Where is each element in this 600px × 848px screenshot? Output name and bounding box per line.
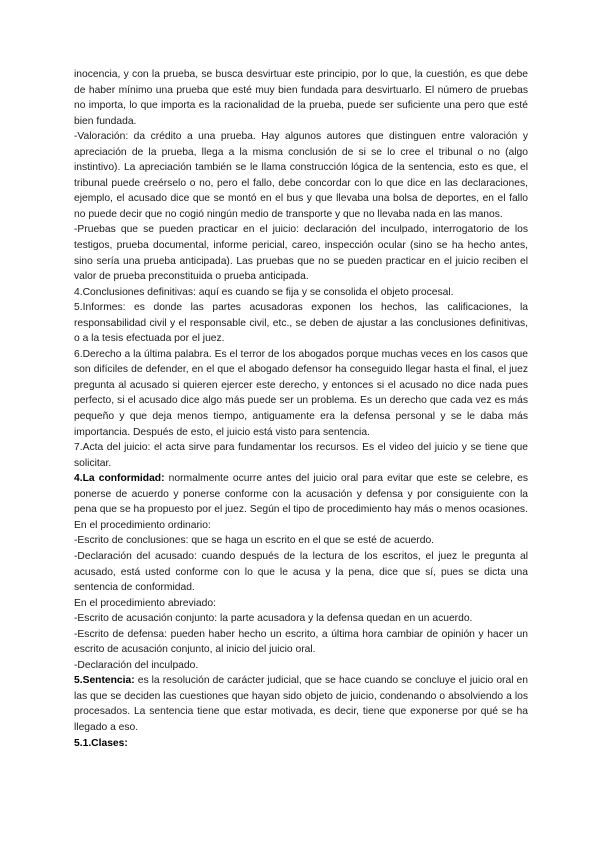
heading-conformidad: 4.La conformidad: <box>74 473 165 485</box>
paragraph-clases <box>74 736 528 752</box>
paragraph-escrito-conclusiones: -Escrito de conclusiones: que se haga un escrito en el que se esté de acuerdo. <box>74 535 435 547</box>
paragraph-ultima-palabra: 6.Derecho a la última palabra. Es el terror de los abogados porque muchas veces en los casos que son difíciles de defender, en el que el abogado defensor ha conseguido llegar hasta el final, el juez pregunta al acusado si quieren ejercer este derecho, y entonces si el acusado no dice nada pues perfecto, si el acusado dice algo más puede ser un problema. Es un derecho que cada vez es más pequeño y que deja menos tiempo, antiguamente era la defensa personal y se le daba más importancia. Después de esto, el juicio está visto para sentencia. <box>74 348 528 438</box>
paragraph-escrito-defensa: -Escrito de defensa: pueden haber hecho un escrito, a última hora cambiar de opinión y hacer un escrito de acusación conjunto, al inicio del juicio oral. <box>74 628 528 656</box>
paragraph-conformidad <box>74 471 528 518</box>
paragraph-conclusiones-definitivas: 4.Conclusiones definitivas: aquí es cuando se fija y se consolida el objeto procesal. <box>74 286 454 298</box>
paragraph-escrito-acusacion-conjunto: -Escrito de acusación conjunto: la parte acusadora y la defensa quedan en un acuerdo. <box>74 613 473 625</box>
paragraph-declaracion-inculpado: -Declaración del inculpado. <box>74 659 199 671</box>
document-body <box>74 67 528 751</box>
paragraph-declaracion-acusado: -Declaración del acusado: cuando después de la lectura de los escritos, el juez le pregunta al acusado, está usted conforme con lo que le acusa y la pena, dice que sí, pues se dicta una sentencia de conformidad. <box>74 550 528 594</box>
paragraph-procedimiento-ordinario: En el procedimiento ordinario: <box>74 519 211 531</box>
paragraph-procedimiento-abreviado: En el procedimiento abreviado: <box>74 597 216 609</box>
paragraph-pruebas-practicables: -Pruebas que se pueden practicar en el juicio: declaración del inculpado, interrogatorio de los testigos, prueba documental, informe pericial, careo, inspección ocular (sino se ha hecho antes, sino sería una prueba anticipada). Las pruebas que no se pueden practicar en el juicio reciben el valor de prueba preconstituida o prueba anticipada. <box>74 224 528 283</box>
paragraph-informes: 5.Informes: es donde las partes acusadoras exponen los hechos, las calificaciones, la responsabilidad civil y el responsable civil, etc., se deben de ajustar a las conclusiones definitivas, o a la tesis efectuada por el juez. <box>74 302 528 345</box>
sentencia-text: es la resolución de carácter judicial, que se hace cuando se concluye el juicio oral en las que se deciden las cuestiones que hayan sido objeto de juicio, condenando o absolviendo a los procesados. La sentencia tiene que estar motivada, es decir, tiene que exponerse por qué se ha llegado a eso. <box>74 675 528 733</box>
paragraph-acta-juicio: 7.Acta del juicio: el acta sirve para fundamentar los recursos. Es el video del juicio y se tiene que solicitar. <box>74 442 528 469</box>
heading-sentencia: 5.Sentencia: <box>74 675 135 687</box>
conformidad-text: normalmente ocurre antes del juicio oral para evitar que este se celebre, es ponerse de acuerdo y ponerse conforme con la acusación y defensa y por consiguiente con la pena que se ha propuesto por el juez. Según el tipo de procedimiento hay más o menos ocasiones. <box>74 473 528 516</box>
heading-clases: 5.1.Clases: <box>74 737 128 749</box>
paragraph-inocencia: inocencia, y con la prueba, se busca desvirtuar este principio, por lo que, la cuestión, es que debe de haber mínimo una prueba que esté muy bien fundada para desvirtuarlo. El número de pruebas no importa, lo que importa es la racionalidad de la prueba, puede ser suficiente una pero que esté bien fundada. <box>74 69 528 127</box>
paragraph-valoracion: -Valoración: da crédito a una prueba. Hay algunos autores que distinguen entre valoración y apreciación de la prueba, llega a la misma conclusión de si se lo cree el tribunal o no (algo instintivo). La apreciación también se le llama construcción lógica de la sentencia, esto es que, el tribunal puede creérselo o no, pero el fallo, debe concordar con lo que dice en las declaraciones, ejemplo, el acusado dice que se montó en el bus y que llevaba una bolsa de deportes, en el fallo no puede decir que no cogió ningún medio de transporte y que no llevaba nada en las manos. <box>74 131 528 220</box>
paragraph-sentencia <box>74 673 528 735</box>
